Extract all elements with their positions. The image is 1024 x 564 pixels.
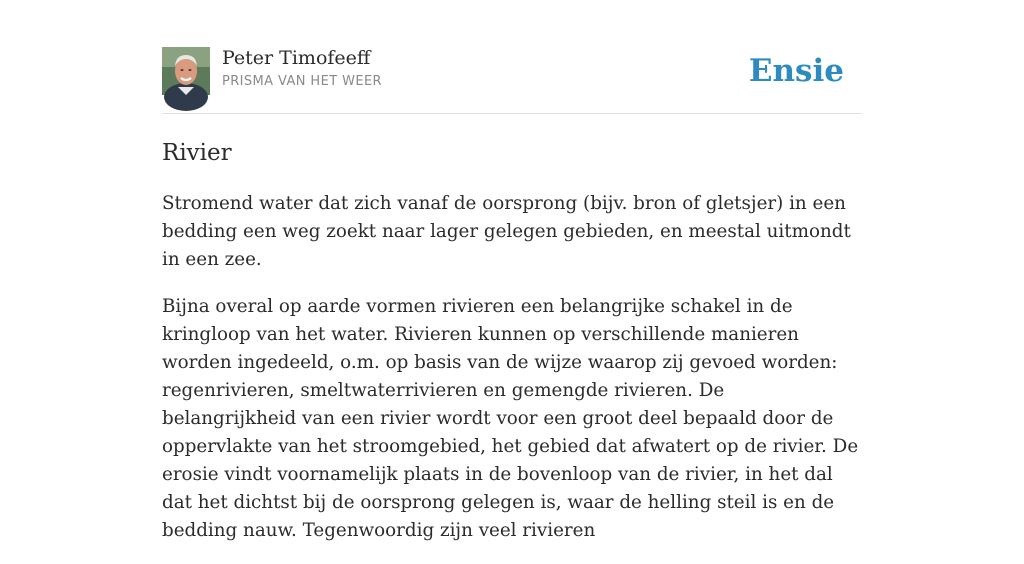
source-name[interactable]: PRISMA VAN HET WEER (222, 74, 382, 89)
author-avatar[interactable] (162, 47, 210, 95)
ensie-logo[interactable]: Ensie (748, 53, 844, 89)
header-divider (162, 113, 862, 114)
article-title: Rivier (162, 140, 232, 166)
article-card (162, 0, 862, 541)
author-name[interactable]: Peter Timofeeff (222, 47, 371, 69)
avatar-photo (162, 47, 210, 95)
article-paragraph: Bijna overal op aarde vormen rivieren een belangrijke schakel in de kringloop van het water. Rivieren kunnen op verschillende manieren worden ingedeeld, o.m. op basis van de wijze waarop zij gevoed worden: regenrivieren, smeltwaterrivieren en gemengde rivieren. De belangrijkheid van een rivier wordt voor een groot deel bepaald door de oppervlakte van het stroomgebied, het gebied dat afwatert op de rivier. De erosie vindt voornamelijk plaats in de bovenloop van de rivier, in het dal dat het dichtst bij de oorsprong gelegen is, waar de helling steil is en de bedding nauw. Tegenwoordig zijn veel rivieren (162, 296, 859, 541)
author-header (162, 46, 862, 96)
article-body (162, 190, 862, 564)
article-paragraph: Stromend water dat zich vanaf de oorsprong (bijv. bron of gletsjer) in een bedding een weg zoekt naar lager gelegen gebieden, en meestal uitmondt in een zee. (162, 193, 851, 270)
